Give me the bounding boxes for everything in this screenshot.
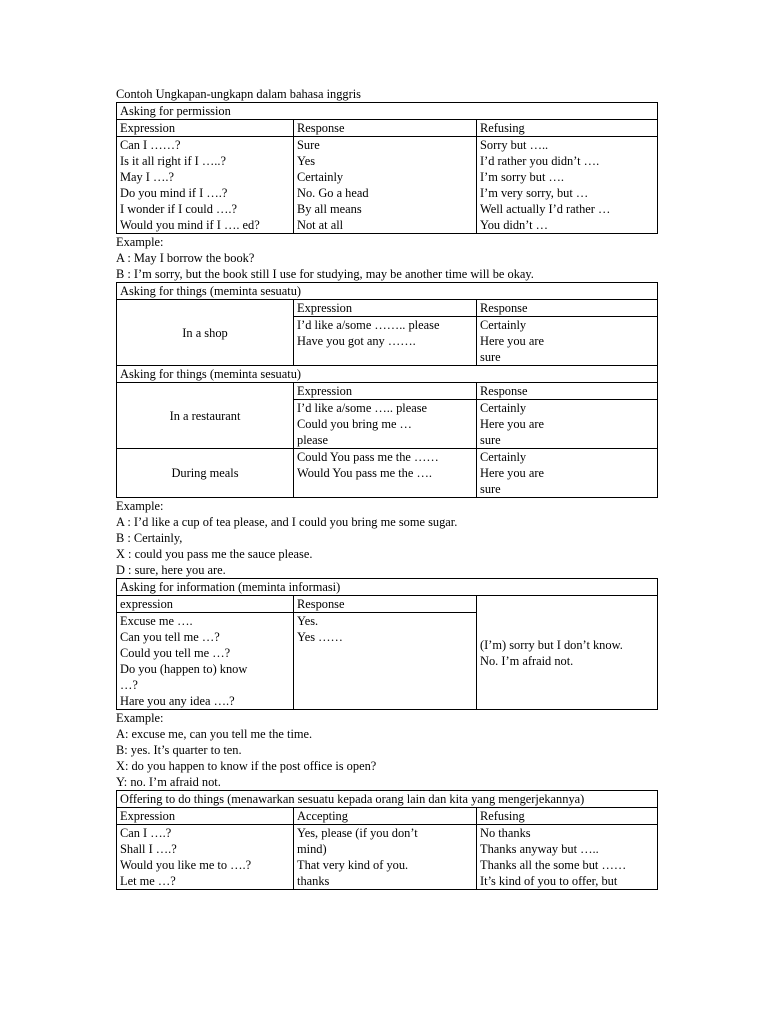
cell-line: please bbox=[297, 433, 328, 447]
cell-line: Is it all right if I …..? bbox=[120, 154, 226, 168]
cell-line: No. I’m afraid not. bbox=[480, 653, 574, 668]
refusing-cell bbox=[477, 596, 658, 710]
cell-line: Could you tell me …? bbox=[120, 646, 231, 660]
col-header: Response bbox=[294, 596, 477, 613]
example-line: Y: no. I’m afraid not. bbox=[116, 775, 221, 789]
cell-line: Can I ……? bbox=[120, 138, 181, 152]
example-line: A : I’d like a cup of tea please, and I could you bring me some sugar. bbox=[116, 515, 458, 529]
cell-line: I’m very sorry, but … bbox=[480, 186, 589, 200]
permission-heading: Asking for permission bbox=[117, 103, 658, 120]
cell-line: I’m sorry but …. bbox=[480, 170, 564, 184]
response-cell bbox=[294, 613, 477, 710]
refusing-cell bbox=[477, 137, 658, 234]
cell-line: Here you are bbox=[480, 466, 544, 480]
example-line: A: excuse me, can you tell me the time. bbox=[116, 727, 313, 741]
example-line: B : Certainly, bbox=[116, 531, 183, 545]
page-title: Contoh Ungkapan-ungkapn dalam bahasa inggris bbox=[116, 87, 362, 101]
cell-line: …? bbox=[120, 678, 138, 692]
cell-line: Hare you any idea ….? bbox=[120, 694, 235, 708]
refusing-cell bbox=[477, 825, 658, 890]
accepting-cell bbox=[294, 825, 477, 890]
example-line: B: yes. It’s quarter to ten. bbox=[116, 743, 242, 757]
example-label: Example: bbox=[116, 235, 164, 249]
col-header: Expression bbox=[117, 808, 294, 825]
information-heading: Asking for information (meminta informasi) bbox=[117, 579, 658, 596]
cell-line: No thanks bbox=[480, 826, 531, 840]
cell-line: I wonder if I could ….? bbox=[120, 202, 237, 216]
col-header: Expression bbox=[294, 383, 477, 400]
cell-line: You didn’t … bbox=[480, 218, 549, 232]
cell-line: Thanks all the some but …… bbox=[480, 858, 627, 872]
things-heading: Asking for things (meminta sesuatu) bbox=[117, 366, 658, 383]
place-cell: In a shop bbox=[117, 300, 294, 366]
response-cell bbox=[294, 137, 477, 234]
col-header: Response bbox=[477, 383, 658, 400]
cell-line: sure bbox=[480, 482, 501, 496]
cell-line: Excuse me …. bbox=[120, 614, 193, 628]
things-shop-table bbox=[116, 282, 658, 366]
place-cell: During meals bbox=[117, 449, 294, 498]
cell-line: Have you got any ……. bbox=[297, 334, 416, 348]
col-header: Response bbox=[294, 120, 477, 137]
expression-cell bbox=[294, 317, 477, 366]
response-cell bbox=[477, 317, 658, 366]
example-line: A : May I borrow the book? bbox=[116, 251, 255, 265]
example-line: D : sure, here you are. bbox=[116, 563, 226, 577]
cell-line: Do you mind if I ….? bbox=[120, 186, 228, 200]
cell-line: Here you are bbox=[480, 417, 544, 431]
cell-line: Sure bbox=[297, 138, 320, 152]
cell-line: mind) bbox=[297, 842, 327, 856]
response-cell bbox=[477, 449, 658, 498]
cell-line: Here you are bbox=[480, 334, 544, 348]
cell-line: Yes, please (if you don’t bbox=[297, 826, 418, 840]
offering-heading: Offering to do things (menawarkan sesuatu kepada orang lain dan kita yang mengerjekannya) bbox=[117, 791, 658, 808]
cell-line: thanks bbox=[297, 874, 330, 888]
col-header: Expression bbox=[294, 300, 477, 317]
document-page bbox=[116, 86, 657, 890]
cell-line: Well actually I’d rather … bbox=[480, 202, 611, 216]
cell-line: Let me …? bbox=[120, 874, 176, 888]
expression-cell bbox=[117, 825, 294, 890]
col-header: Accepting bbox=[294, 808, 477, 825]
example-label: Example: bbox=[116, 499, 164, 513]
expression-cell bbox=[117, 137, 294, 234]
cell-line: Certainly bbox=[480, 450, 527, 464]
cell-line: I’d like a/some ….. please bbox=[297, 401, 428, 415]
cell-line: sure bbox=[480, 350, 501, 364]
cell-line: Yes bbox=[297, 154, 316, 168]
cell-line: Could You pass me the …… bbox=[297, 450, 439, 464]
example-line: B : I’m sorry, but the book still I use for studying, may be another time will be okay. bbox=[116, 267, 534, 281]
expression-cell bbox=[294, 400, 477, 449]
col-header: Response bbox=[477, 300, 658, 317]
response-cell bbox=[477, 400, 658, 449]
cell-line: That very kind of you. bbox=[297, 858, 409, 872]
cell-line: Thanks anyway but ….. bbox=[480, 842, 599, 856]
cell-line: Sorry but ….. bbox=[480, 138, 549, 152]
place-cell: In a restaurant bbox=[117, 383, 294, 449]
cell-line: No. Go a head bbox=[297, 186, 369, 200]
cell-line: Do you (happen to) know bbox=[120, 662, 248, 676]
offering-table bbox=[116, 790, 658, 890]
cell-line: Yes …… bbox=[297, 630, 343, 644]
cell-line: Would You pass me the …. bbox=[297, 466, 432, 480]
cell-line: May I ….? bbox=[120, 170, 175, 184]
col-header: Refusing bbox=[477, 120, 658, 137]
cell-line: Would you mind if I …. ed? bbox=[120, 218, 260, 232]
cell-line: Can I ….? bbox=[120, 826, 172, 840]
cell-line: It’s kind of you to offer, but bbox=[480, 874, 618, 888]
cell-line: Certainly bbox=[297, 170, 344, 184]
cell-line: I’d like a/some …….. please bbox=[297, 318, 440, 332]
cell-line: Not at all bbox=[297, 218, 344, 232]
permission-table bbox=[116, 102, 658, 234]
cell-line bbox=[297, 481, 473, 497]
cell-line: Can you tell me …? bbox=[120, 630, 220, 644]
cell-line: Certainly bbox=[480, 318, 527, 332]
things-restaurant-table bbox=[116, 365, 658, 498]
cell-line: By all means bbox=[297, 202, 362, 216]
cell-line: I’d rather you didn’t …. bbox=[480, 154, 600, 168]
cell-line: Would you like me to ….? bbox=[120, 858, 252, 872]
expression-cell bbox=[117, 613, 294, 710]
cell-line: Certainly bbox=[480, 401, 527, 415]
col-header: Expression bbox=[117, 120, 294, 137]
cell-line: Shall I ….? bbox=[120, 842, 177, 856]
cell-line: Could you bring me … bbox=[297, 417, 412, 431]
cell-line: sure bbox=[480, 433, 501, 447]
col-header: Refusing bbox=[477, 808, 658, 825]
example-line: X: do you happen to know if the post office is open? bbox=[116, 759, 377, 773]
expression-cell bbox=[294, 449, 477, 498]
example-line: X : could you pass me the sauce please. bbox=[116, 547, 313, 561]
example-label: Example: bbox=[116, 711, 164, 725]
cell-line: (I’m) sorry but I don’t know. bbox=[480, 637, 623, 652]
things-heading: Asking for things (meminta sesuatu) bbox=[117, 283, 658, 300]
information-table bbox=[116, 578, 658, 710]
cell-line: Yes. bbox=[297, 614, 319, 628]
col-header: expression bbox=[117, 596, 294, 613]
